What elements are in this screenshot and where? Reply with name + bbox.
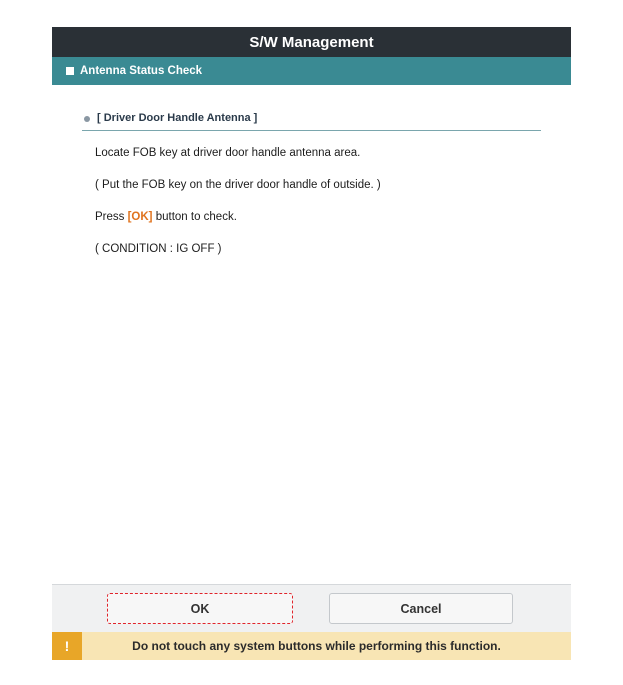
condition-line: ( CONDITION : IG OFF ): [95, 243, 222, 255]
window-title: S/W Management: [249, 33, 374, 51]
instruction-line-2: ( Put the FOB key on the driver door handle of outside. ): [95, 179, 381, 191]
warning-bar: [52, 632, 571, 660]
title-bar: [52, 27, 571, 57]
section-title-text: [ Driver Door Handle Antenna ]: [97, 112, 258, 124]
sub-header: [52, 57, 571, 85]
dialog-window: [52, 27, 571, 660]
square-bullet-icon: [66, 67, 74, 75]
instruction-button-text: button to check.: [152, 211, 237, 223]
section-heading: [82, 112, 541, 131]
ok-button[interactable]: OK: [107, 593, 293, 624]
inline-ok-highlight: [OK]: [127, 211, 153, 223]
instruction-press-text: Press: [95, 211, 128, 223]
instruction-line-3: [95, 211, 237, 223]
button-bar: [52, 584, 571, 632]
warning-icon: !: [52, 632, 82, 660]
cancel-button[interactable]: Cancel: [329, 593, 513, 624]
dot-bullet-icon: [84, 116, 90, 122]
sub-header-label: Antenna Status Check: [80, 65, 203, 77]
instruction-line-1: Locate FOB key at driver door handle antenna area.: [95, 147, 361, 159]
warning-text: Do not touch any system buttons while performing this function.: [132, 639, 501, 653]
